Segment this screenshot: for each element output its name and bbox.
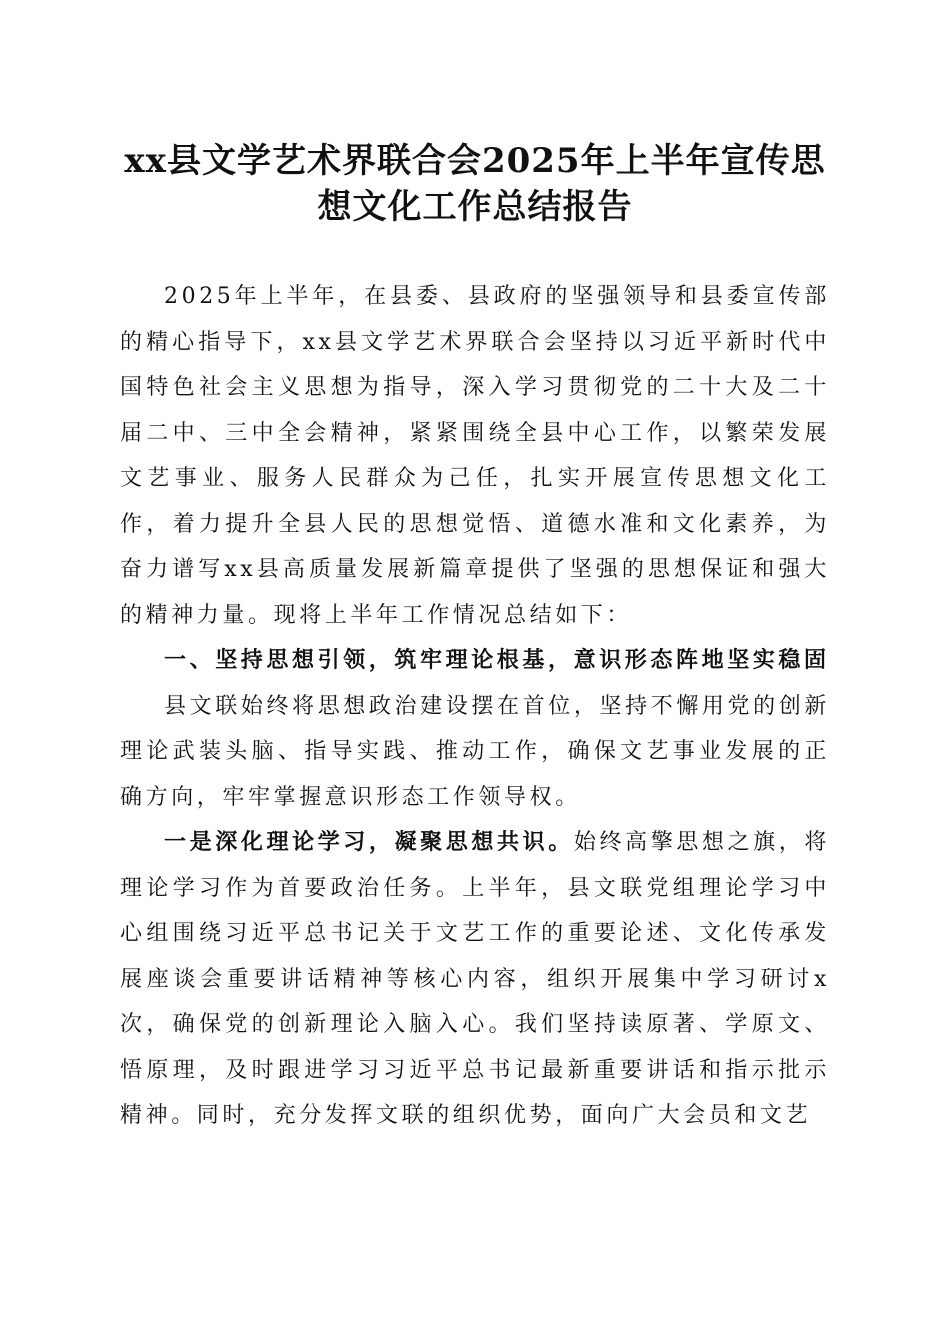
item-1-text: 始终高擎思想之旗，将理论学习作为首要政治任务。上半年，县文联党组理论学习中心组围绕习近平总书记关于文艺工作的重要论述、文化传承发展座谈会重要讲话精神等核心内容，组织开展集中学习研讨x次，确保党的创新理论入脑入心。我们坚持读原著、学原文、悟原理，及时跟进学习习近平总书记最新重要讲话和指示批示精神。同时，充分发挥文联的组织优势，面向广大会员和文艺 xyxy=(120,830,830,1128)
item-1-lead: 一是深化理论学习，凝聚思想共识。 xyxy=(164,829,574,855)
intro-paragraph: 2025年上半年，在县委、县政府的坚强领导和县委宣传部的精心指导下，xx县文学艺术界联合会坚持以习近平新时代中国特色社会主义思想为指导，深入学习贯彻党的二十大及二十届二中、三中全会精神，紧紧围绕全县中心工作，以繁荣发展文艺事业、服务人民群众为己任，扎实开展宣传思想文化工作，着力提升全县人民的思想觉悟、道德水准和文化素养，为奋力谱写xx县高质量发展新篇章提供了坚强的思想保证和强大的精神力量。现将上半年工作情况总结如下： xyxy=(120,284,830,628)
section-1-paragraph: 县文联始终将思想政治建设摆在首位，坚持不懈用党的创新理论武装头脑、指导实践、推动工作，确保文艺事业发展的正确方向，牢牢掌握意识形态工作领导权。 xyxy=(120,693,830,810)
document-page xyxy=(120,138,830,1139)
title-line-1: xx县文学艺术界联合会2025年上半年宣传思 xyxy=(124,141,826,181)
document-body xyxy=(120,274,830,1139)
document-title xyxy=(120,138,830,230)
item-1-paragraph xyxy=(120,820,830,1139)
title-line-2: 想文化工作总结报告 xyxy=(317,187,633,227)
section-1-heading: 一、坚持思想引领，筑牢理论根基，意识形态阵地坚实稳固 xyxy=(164,648,830,673)
